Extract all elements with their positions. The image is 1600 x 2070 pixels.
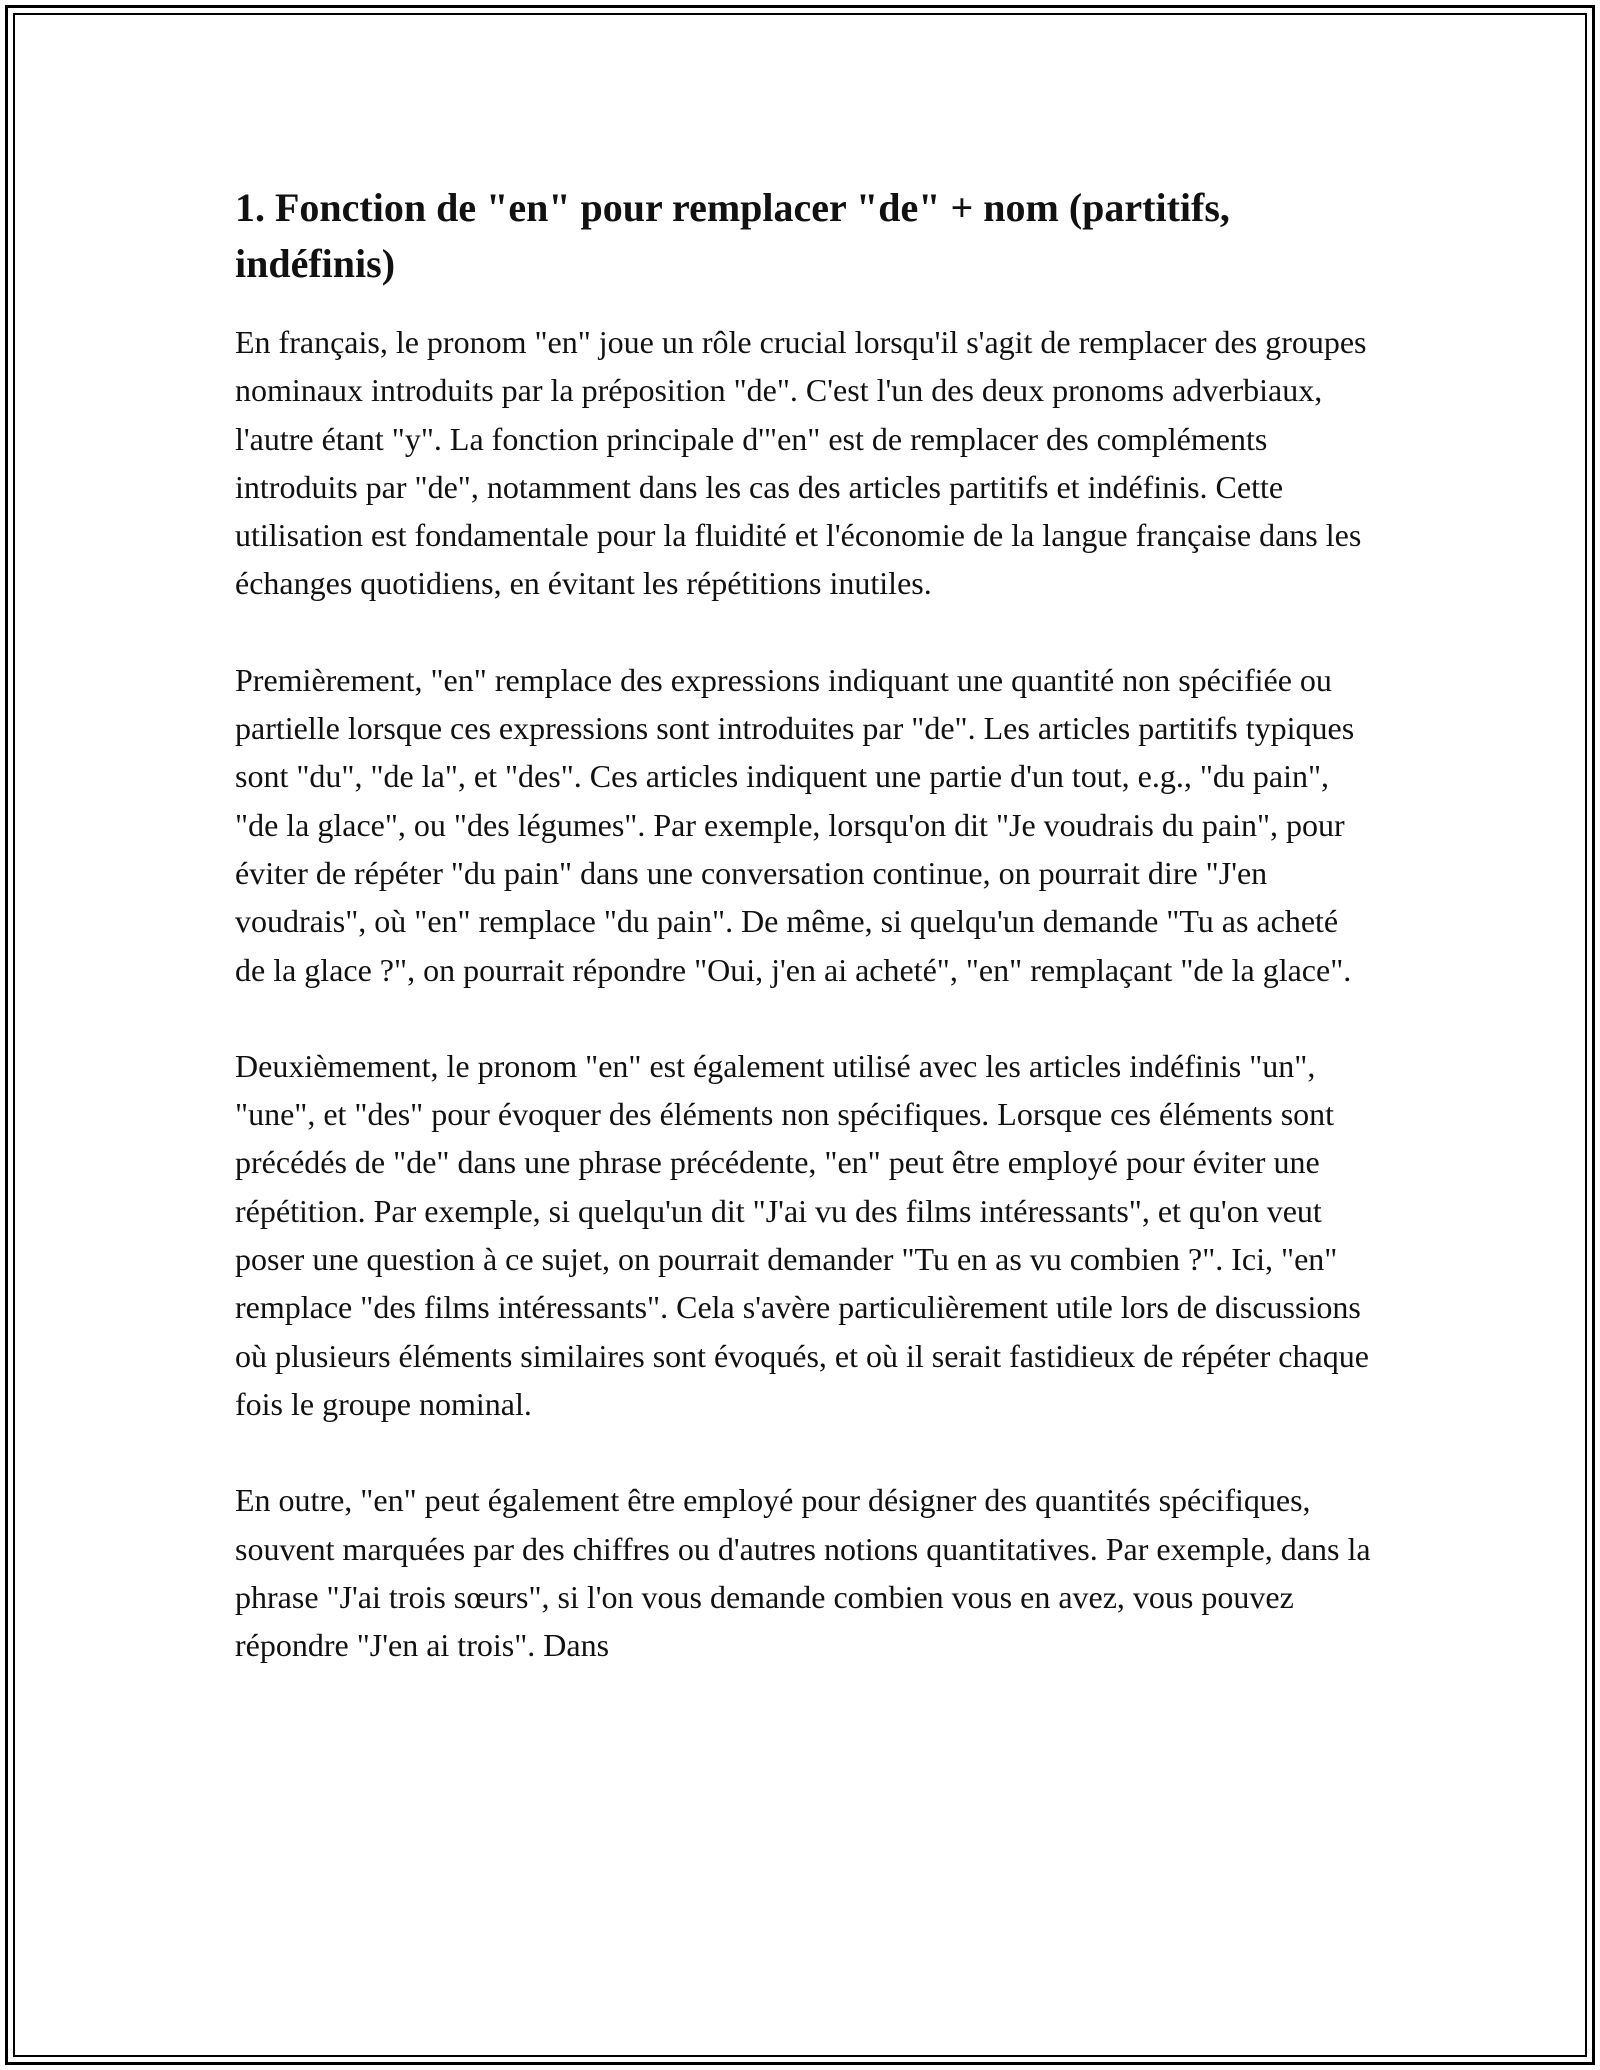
paragraph-intro: En français, le pronom "en" joue un rôle crucial lorsqu'il s'agit de remplacer des groupes nominaux introduits par la préposition "de". C'est l'un des deux pronoms adverbiaux, l'autre étant "y". La fonction principale d'"en" est de remplacer des compléments introduits par "de", notamment dans les cas des articles partitifs et indéfinis. Cette utilisation est fondamentale pour la fluidité et l'économie de la langue française dans les échanges quotidiens, en évitant les répétitions inutiles. — [235, 324, 1367, 602]
paragraph-quantites: En outre, "en" peut également être employé pour désigner des quantités spécifiques, souvent marquées par des chiffres ou d'autres notions quantitatives. Par exemple, dans la phrase "J'ai trois sœurs", si l'on vous demande combien vous en avez, vous pouvez répondre "J'en ai trois". Dans — [235, 1482, 1371, 1664]
document-body — [235, 180, 1375, 1717]
section-heading: 1. Fonction de "en" pour remplacer "de" + nom (partitifs, indéfinis) — [235, 185, 1230, 286]
paragraph-indefinis: Deuxièmement, le pronom "en" est également utilisé avec les articles indéfinis "un", "une", et "des" pour évoquer des éléments non spécifiques. Lorsque ces éléments sont précédés de "de" dans une phrase précédente, "en" peut être employé pour éviter une répétition. Par exemple, si quelqu'un dit "J'ai vu des films intéressants", et qu'on veut poser une question à ce sujet, on pourrait demander "Tu en as vu combien ?". Ici, "en" remplace "des films intéressants". Cela s'avère particulièrement utile lors de discussions où plusieurs éléments similaires sont évoqués, et où il serait fastidieux de répéter chaque fois le groupe nominal. — [235, 1047, 1369, 1422]
paragraph-partitifs: Premièrement, "en" remplace des expressions indiquant une quantité non spécifiée ou partielle lorsque ces expressions sont introduites par "de". Les articles partitifs typiques sont "du", "de la", et "des". Ces articles indiquent une partie d'un tout, e.g., "du pain", "de la glace", ou "des légumes". Par exemple, lorsqu'on dit "Je voudrais du pain", pour éviter de répéter "du pain" dans une conversation continue, on pourrait dire "J'en voudrais", où "en" remplace "du pain". De même, si quelqu'un demande "Tu as acheté de la glace ?", on pourrait répondre "Oui, j'en ai acheté", "en" remplaçant "de la glace". — [235, 661, 1355, 988]
